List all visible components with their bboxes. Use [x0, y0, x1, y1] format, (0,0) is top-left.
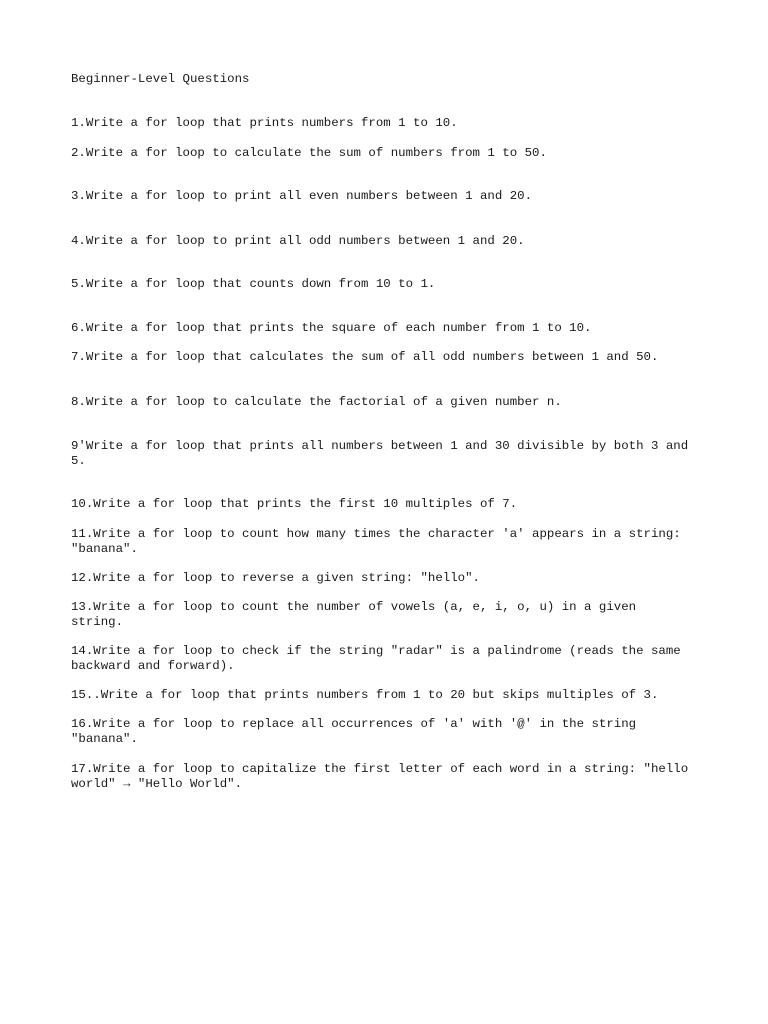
question-5: 5.Write a for loop that counts down from 10 to 1. [71, 277, 436, 291]
question-10: 10.Write a for loop that prints the first 10 multiples of 7. [71, 497, 518, 511]
question-9: 9'Write a for loop that prints all numbers between 1 and 30 divisible by both 3 and 5. [71, 439, 689, 468]
page-heading: Beginner-Level Questions [71, 72, 250, 86]
question-2: 2.Write a for loop to calculate the sum of numbers from 1 to 50. [71, 146, 547, 160]
question-8: 8.Write a for loop to calculate the factorial of a given number n. [71, 395, 562, 409]
question-15: 15..Write a for loop that prints numbers from 1 to 20 but skips multiples of 3. [71, 688, 659, 702]
question-3: 3.Write a for loop to print all even numbers between 1 and 20. [71, 189, 533, 203]
question-1: 1.Write a for loop that prints numbers from 1 to 10. [71, 116, 458, 130]
question-11: 11.Write a for loop to count how many times the character 'a' appears in a string: "banana". [71, 527, 681, 556]
question-4: 4.Write a for loop to print all odd numbers between 1 and 20. [71, 234, 525, 248]
question-12: 12.Write a for loop to reverse a given string: "hello". [71, 571, 480, 585]
question-13: 13.Write a for loop to count the number of vowels (a, e, i, o, u) in a given string. [71, 600, 637, 629]
question-6: 6.Write a for loop that prints the square of each number from 1 to 10. [71, 321, 592, 335]
question-7: 7.Write a for loop that calculates the sum of all odd numbers between 1 and 50. [71, 350, 659, 364]
question-17: 17.Write a for loop to capitalize the first letter of each word in a string: "hello world" → "Hello World". [71, 762, 689, 791]
question-14: 14.Write a for loop to check if the string "radar" is a palindrome (reads the same backward and forward). [71, 644, 681, 673]
question-16: 16.Write a for loop to replace all occurrences of 'a' with '@' in the string "banana". [71, 717, 637, 746]
